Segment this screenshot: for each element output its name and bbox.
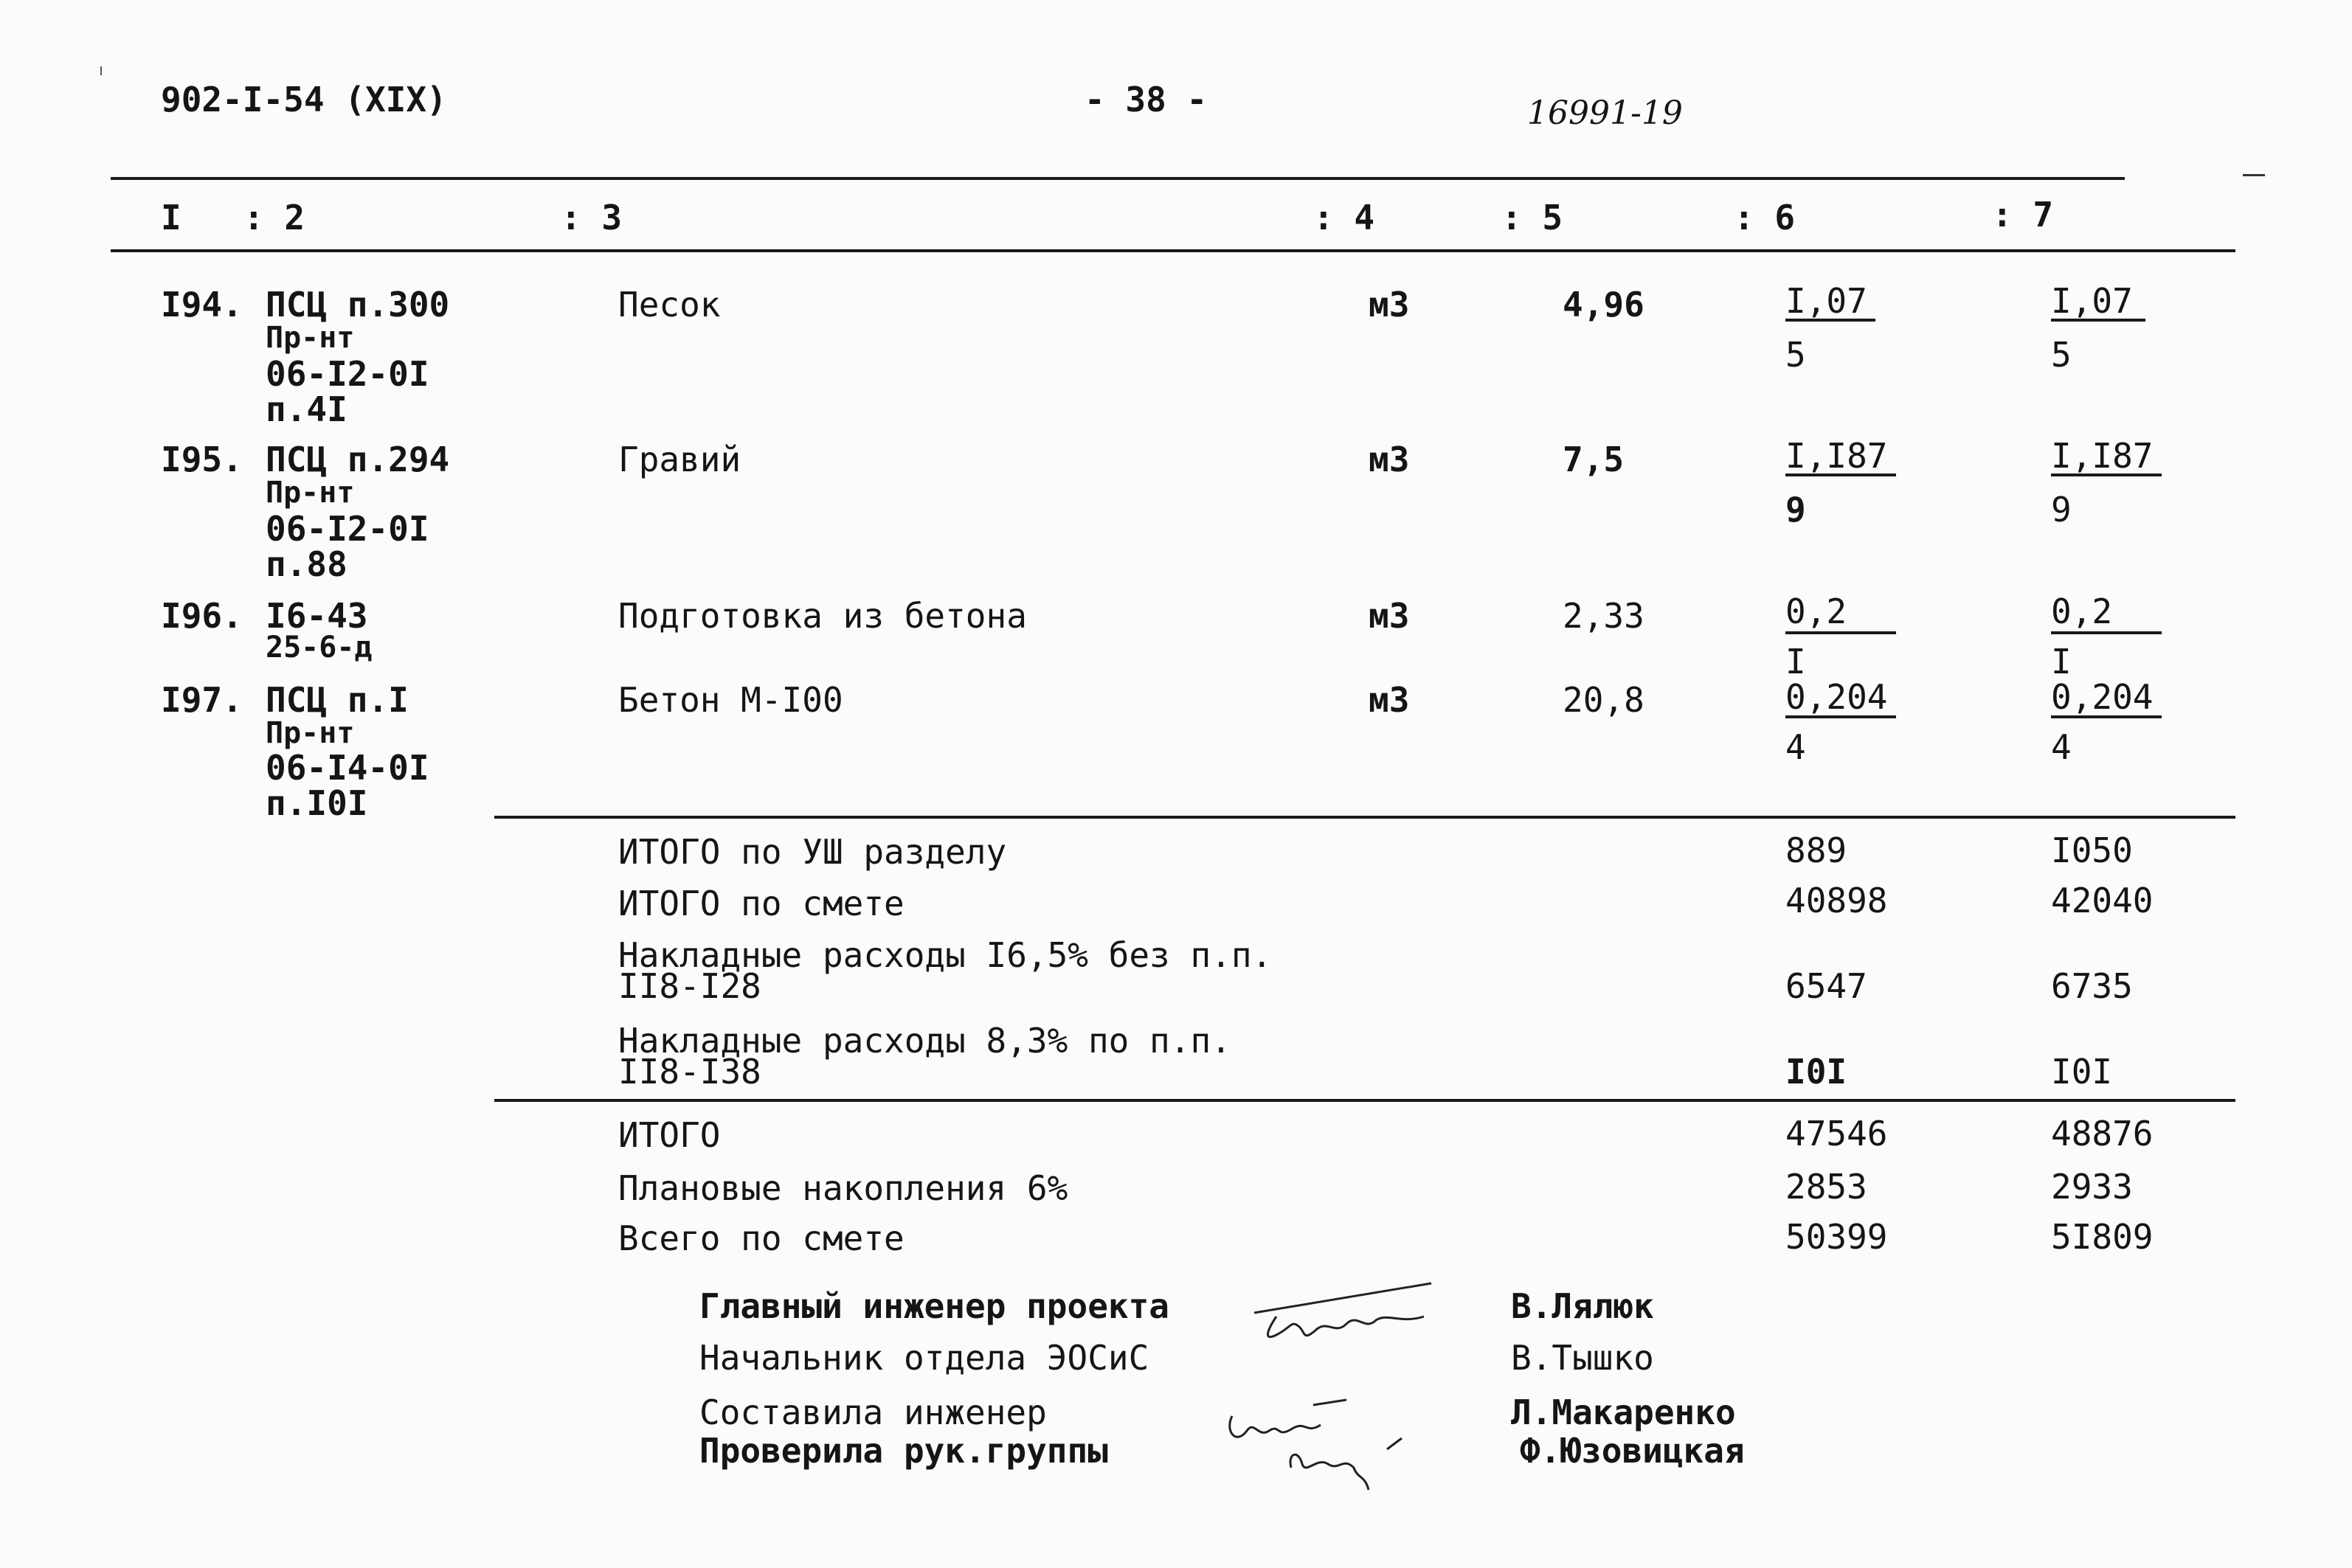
signature-name: Л.Макаренко <box>1511 1392 1736 1432</box>
row-col7-top: I,07 <box>2051 281 2133 321</box>
col-header-5: : 5 <box>1501 198 1563 237</box>
row-col6-bottom: 4 <box>1785 727 1806 767</box>
final-col7: 48876 <box>2051 1114 2154 1154</box>
signature-name: В.Лялюк <box>1511 1286 1654 1326</box>
row-number: I95. <box>161 440 243 479</box>
signature-role: Составила инженер <box>699 1392 1047 1432</box>
col-header-6: : 6 <box>1734 198 1796 237</box>
total-col6: 40898 <box>1785 881 1888 920</box>
row-ref: 06-I4-0I <box>266 748 429 788</box>
underline <box>2051 715 2162 718</box>
final-col6: 47546 <box>1785 1114 1888 1154</box>
row-number: I97. <box>161 680 243 720</box>
row-unit: м3 <box>1369 440 1410 479</box>
final-rule <box>494 1099 2235 1102</box>
row-number: I94. <box>161 285 243 325</box>
underline <box>2051 319 2145 322</box>
total-col7: 42040 <box>2051 881 2154 920</box>
final-label: Всего по смете <box>618 1218 905 1258</box>
row-qty: 7,5 <box>1563 440 1625 479</box>
underline <box>2051 473 2162 476</box>
row-col7-top: 0,2 <box>2051 592 2113 631</box>
col-header-2: : 2 <box>243 198 305 237</box>
total-label-line2: II8-I28 <box>618 966 761 1006</box>
row-ref: п.88 <box>266 544 347 584</box>
underline <box>1785 715 1896 718</box>
row-col6-top: I,I87 <box>1785 436 1888 476</box>
signature-name: В.Тышко <box>1511 1338 1654 1378</box>
total-col7: I0I <box>2051 1052 2113 1092</box>
row-qty: 2,33 <box>1563 596 1644 636</box>
row-ref: Пр-нт <box>266 476 355 510</box>
signature-role: Проверила рук.группы <box>699 1431 1108 1471</box>
handwritten-signature <box>1247 1283 1468 1357</box>
row-ref: 06-I2-0I <box>266 509 429 549</box>
row-qty: 4,96 <box>1563 285 1644 325</box>
margin-mark <box>2243 174 2265 176</box>
row-ref: I6-43 <box>266 596 368 636</box>
row-unit: м3 <box>1369 285 1410 325</box>
row-ref: 25-6-д <box>266 631 373 665</box>
row-ref: ПСЦ п.I <box>266 680 409 720</box>
final-col7: 5I809 <box>2051 1217 2154 1257</box>
row-qty: 20,8 <box>1563 680 1644 720</box>
signature-role: Начальник отдела ЭОСиС <box>699 1338 1149 1378</box>
row-ref: Пр-нт <box>266 321 355 355</box>
underline <box>1785 631 1896 634</box>
row-name: Песок <box>618 285 721 325</box>
row-ref: ПСЦ п.294 <box>266 440 450 479</box>
header-top-rule <box>111 177 2125 180</box>
underline <box>2051 631 2162 634</box>
final-label: ИТОГО <box>618 1115 721 1155</box>
totals-rule <box>494 816 2235 819</box>
signature-name: Ф.Юзовицкая <box>1520 1431 1745 1471</box>
total-label: Накладные расходы 8,3% по п.п. <box>618 1021 1231 1061</box>
total-col6: 889 <box>1785 830 1847 870</box>
row-name: Подготовка из бетона <box>618 596 1027 636</box>
total-label-line2: II8-I38 <box>618 1052 761 1092</box>
total-col7: I050 <box>2051 830 2133 870</box>
row-col7-top: I,I87 <box>2051 436 2154 476</box>
row-col6-bottom: 9 <box>1785 490 1806 530</box>
row-col7-top: 0,204 <box>2051 677 2154 717</box>
final-col6: 2853 <box>1785 1167 1867 1207</box>
row-col7-bottom: I <box>2051 642 2072 681</box>
underline <box>1785 473 1896 476</box>
total-col6: I0I <box>1785 1052 1847 1092</box>
col-header-3: : 3 <box>561 198 623 237</box>
header-bottom-rule <box>111 249 2235 252</box>
row-ref: Пр-нт <box>266 716 355 750</box>
row-number: I96. <box>161 596 243 636</box>
col-header-1: I <box>161 198 181 237</box>
row-col7-bottom: 9 <box>2051 490 2072 530</box>
total-label: ИТОГО по смете <box>618 884 905 923</box>
col-header-7: : 7 <box>1992 195 2054 235</box>
row-col6-top: 0,204 <box>1785 677 1888 717</box>
document-number: 16991-19 <box>1527 94 1683 132</box>
margin-mark <box>100 66 102 75</box>
row-name: Гравий <box>618 440 741 479</box>
underline <box>1785 319 1875 322</box>
row-ref: ПСЦ п.300 <box>266 285 450 325</box>
row-name: Бетон М-I00 <box>618 680 843 720</box>
final-col7: 2933 <box>2051 1167 2133 1207</box>
doc-code: 902-I-54 (XIX) <box>161 80 447 119</box>
final-label: Плановые накопления 6% <box>618 1168 1068 1208</box>
total-label: ИТОГО по УШ разделу <box>618 832 1007 872</box>
row-ref: п.4I <box>266 389 347 429</box>
handwritten-signature <box>1217 1387 1476 1497</box>
row-col7-bottom: 4 <box>2051 727 2072 767</box>
row-ref: 06-I2-0I <box>266 354 429 394</box>
row-col7-bottom: 5 <box>2051 335 2072 375</box>
row-col6-top: I,07 <box>1785 281 1867 321</box>
page-number: - 38 - <box>1085 80 1208 119</box>
total-col7: 6735 <box>2051 966 2133 1006</box>
signature-role: Главный инженер проекта <box>699 1286 1169 1326</box>
col-header-4: : 4 <box>1313 198 1375 237</box>
row-col6-top: 0,2 <box>1785 592 1847 631</box>
total-label: Накладные расходы I6,5% без п.п. <box>618 935 1273 975</box>
final-col6: 50399 <box>1785 1217 1888 1257</box>
row-col6-bottom: 5 <box>1785 335 1806 375</box>
row-ref: п.I0I <box>266 783 368 823</box>
row-col6-bottom: I <box>1785 642 1806 681</box>
total-col6: 6547 <box>1785 966 1867 1006</box>
row-unit: м3 <box>1369 680 1410 720</box>
row-unit: м3 <box>1369 596 1410 636</box>
